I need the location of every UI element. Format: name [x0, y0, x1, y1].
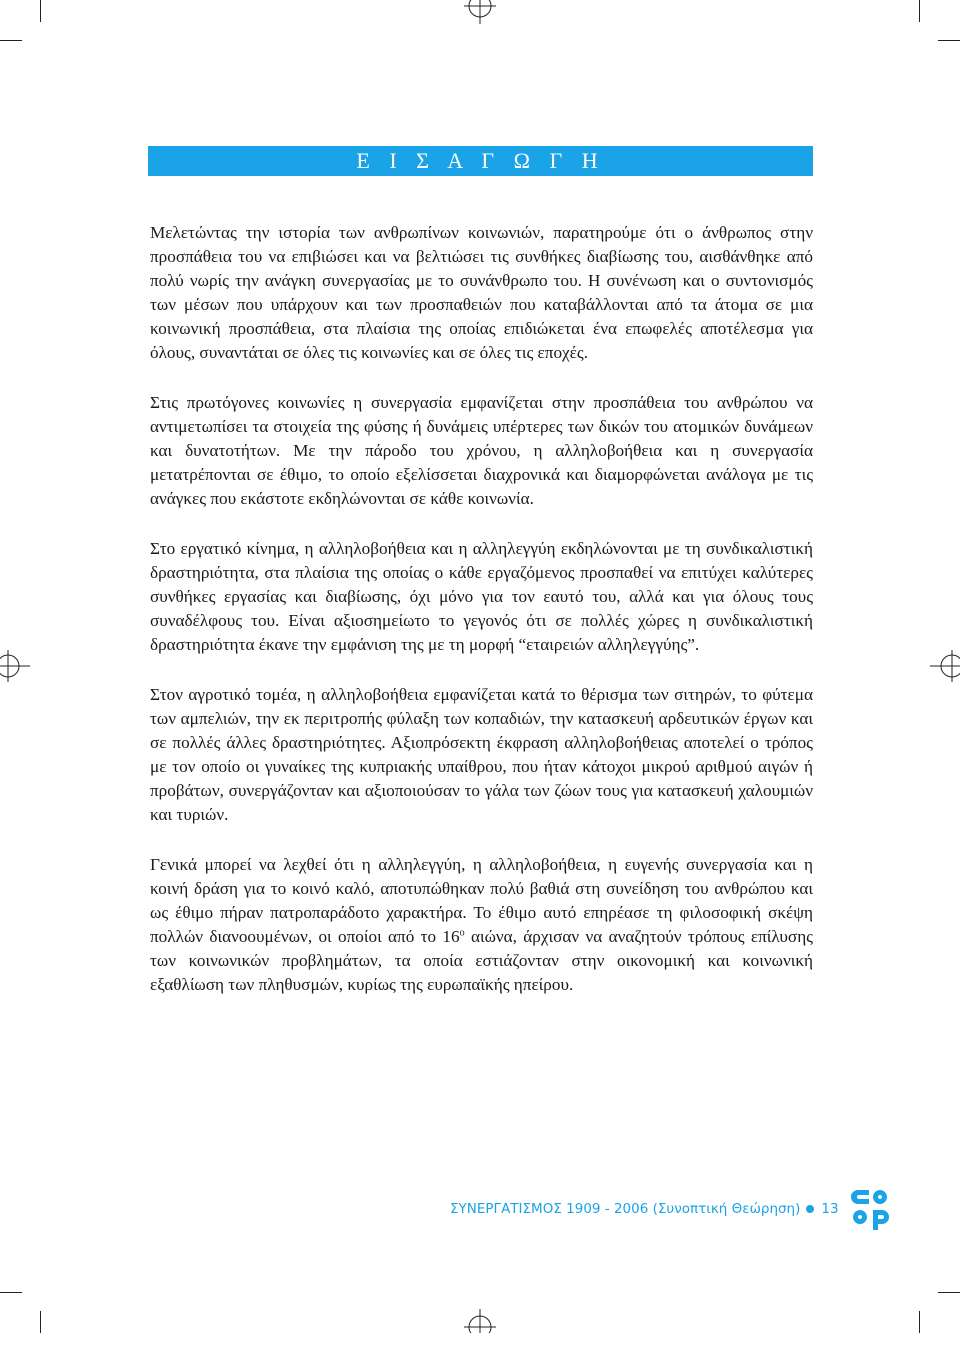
registration-mark-right-icon	[930, 646, 960, 686]
registration-mark-bottom-center-icon	[460, 1309, 500, 1349]
crop-mark-bl-v	[40, 1311, 41, 1333]
crop-mark-tl-h	[0, 40, 22, 41]
crop-mark-tl-v	[40, 0, 41, 22]
ordinal-superscript: ο	[459, 927, 465, 939]
crop-mark-tr-h	[938, 40, 960, 41]
bullet-dot-icon	[806, 1205, 814, 1213]
section-header-band	[148, 146, 813, 176]
crop-mark-br-h	[938, 1292, 960, 1293]
paragraph-4: Στον αγροτικό τομέα, η αλληλοβοήθεια εμφανίζεται κατά το θέρισμα των σιτηρών, το φύτεμα των αμπελιών, την εκ περιτροπής φύλαξη των κοπαδιών, την κατασκευή αρδευτικών έργων και σε πολλές άλλες δραστηριότητες. Αξιοπρόσεκτη έκφραση αλληλοβοήθειας αποτελεί ο τρόπος με τον οποίο οι γυναίκες της κυπριακής υπαίθρου, που ήταν κάτοχοι μικρού αριθμού αιγών ή προβάτων, συνεργάζονταν και αξιοποιούσαν το γάλα των ζώων τους για κατασκευή χαλουμιών και τυριών.	[150, 685, 813, 824]
crop-mark-br-v	[919, 1311, 920, 1333]
registration-mark-top-center-icon	[460, 0, 500, 40]
crop-mark-bl-h	[0, 1292, 22, 1293]
paragraph-5-part-2: αιώνα, άρχισαν να αναζητούν τρόπους επίλυσης των κοινωνικών προβλημάτων, τα οποία εστιάζονταν στην οικονομική και κοινωνική εξαθλίωση των πληθυσμών, κυρίως της ευρωπαϊκής ηπείρου.	[150, 927, 813, 994]
paragraph-5-part-1: Γενικά μπορεί να λεχθεί ότι η αλληλεγγύη, η αλληλοβοήθεια, η ευγενής συνεργασία και η κοινή δράση για το κοινό καλό, αποτυπώθηκαν πολύ βαθιά στη συνείδηση του ανθρώπου και ως έθιμο πήραν πατροπαράδοτο χαρακτήρα. Το έθιμο αυτό επηρέασε τη φιλοσοφική σκέψη πολλών διανοουμένων, οι οποίοι από το 16	[150, 855, 813, 946]
paragraph-3: Στο εργατικό κίνημα, η αλληλοβοήθεια και η αλληλεγγύη εκδηλώνονται με τη συνδικαλιστική δραστηριότητα, στα πλαίσια της οποίας ο κάθε εργαζόμενος προσπαθεί να επιτύχει καλύτερες συνθήκες εργασίας και διαβίωσης, όχι μόνο για τον εαυτό του, αλλά και για όλους τους συναδέλφους του. Είναι αξιοσημείωτο το γεγονός ότι σε πολλές χώρες η συνδικαλιστική δραστηριότητα έκανε την εμφάνιση της με τη μορφή “εταιρειών αλληλεγγύης”.	[150, 539, 813, 654]
footer-title: ΣΥΝΕΡΓΑΤΙΣΜΟΣ 1909 - 2006 (Συνοπτική Θεώρηση)	[450, 1201, 801, 1217]
page-footer	[450, 1186, 893, 1232]
paragraph-5	[150, 853, 813, 997]
registration-mark-left-icon	[0, 646, 40, 686]
coop-logo-icon	[849, 1186, 893, 1232]
paragraph-2: Στις πρωτόγονες κοινωνίες η συνεργασία εμφανίζεται στην προσπάθεια του ανθρώπου να αντιμετωπίσει τα στοιχεία της φύσης ή δυνάμεις υπέρτερες των δικών του ατομικών δυνάμεων και δυνατοτήτων. Με την πάροδο του χρόνου, η αλληλοβοήθεια και η συνεργασία μετατρέπονται σε έθιμο, το οποίο εξελίσσεται διαχρονικά και διαμορφώνεται ανάλογα με τις ανάγκες που εκάστοτε εκδηλώνονται σε κάθε κοινωνία.	[150, 393, 813, 508]
crop-mark-tr-v	[919, 0, 920, 22]
section-title: Ε Ι Σ Α Γ Ω Γ Η	[356, 148, 605, 173]
paragraph-1: Μελετώντας την ιστορία των ανθρωπίνων κοινωνιών, παρατηρούμε ότι ο άνθρωπος στην προσπάθεια του να επιβιώσει και να βελτιώσει τις συνθήκες διαβίωσης του, αισθάνθηκε από πολύ νωρίς την ανάγκη συνεργασίας με το συνάνθρωπο του. Η συνένωση και ο συντονισμός των μέσων που υπάρχουν και των προσπαθειών που καταβάλλονται από τα άτομα σε μια κοινωνική προσπάθεια, στα πλαίσια της οποίας επιδιώκεται ένα επωφελές αποτέλεσμα για όλους, συναντάται σε όλες τις κοινωνίες και σε όλες τις εποχές.	[150, 223, 813, 362]
document-body	[150, 221, 813, 1023]
page-number: 13	[821, 1201, 839, 1217]
